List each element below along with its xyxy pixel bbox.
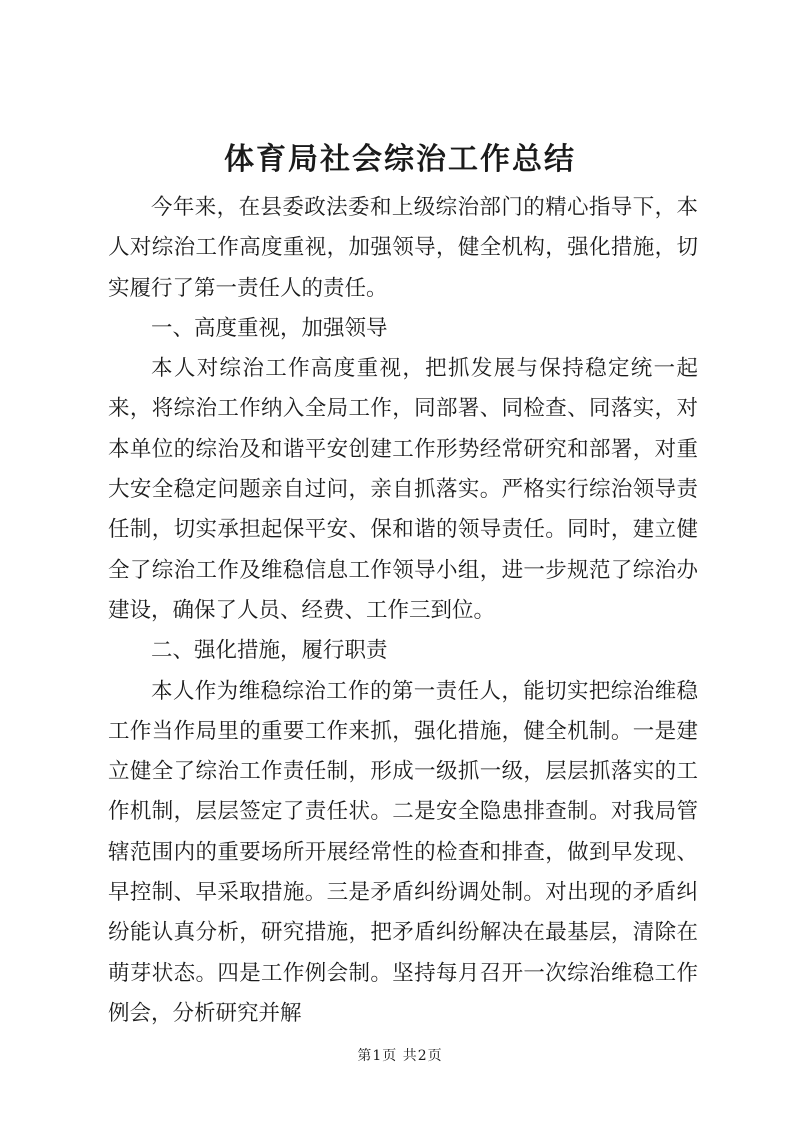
- section-1-paragraph: 本人对综治工作高度重视，把抓发展与保持稳定统一起来，将综治工作纳入全局工作，同部署、同检查、同落实，对本单位的综治及和谐平安创建工作形势经常研究和部署，对重大安全稳定问题亲自过问，亲自抓落实。严格实行综治领导责任制，切实承担起保平安、保和谐的领导责任。同时，建立健全了综治工作及维稳信息工作领导小组，进一步规范了综治办建设，确保了人员、经费、工作三到位。: [108, 356, 698, 623]
- intro-paragraph: 今年来，在县委政法委和上级综治部门的精心指导下，本人对综治工作高度重视，加强领导，健全机构，强化措施，切实履行了第一责任人的责任。: [108, 195, 698, 301]
- section-heading-1: 一、高度重视，加强领导: [151, 315, 388, 341]
- document-body: [108, 188, 698, 1034]
- section-heading-2: 二、强化措施，履行职责: [151, 638, 388, 664]
- section-2-paragraph: 本人作为维稳综治工作的第一责任人，能切实把综治维稳工作当作局里的重要工作来抓，强化措施，健全机制。一是建立健全了综治工作责任制，形成一级抓一级，层层抓落实的工作机制，层层签定了责任状。二是安全隐患排查制。对我局管辖范围内的重要场所开展经常性的检查和排查，做到早发现、早控制、早采取措施。三是矛盾纠纷调处制。对出现的矛盾纠纷能认真分析，研究措施，把矛盾纠纷解决在最基层，清除在萌芽状态。四是工作例会制。坚持每月召开一次综治维稳工作例会，分析研究并解: [108, 678, 698, 1026]
- page-number-footer: 第1页 共2页: [357, 1048, 443, 1064]
- document-title: 体育局社会综治工作总结: [224, 142, 576, 177]
